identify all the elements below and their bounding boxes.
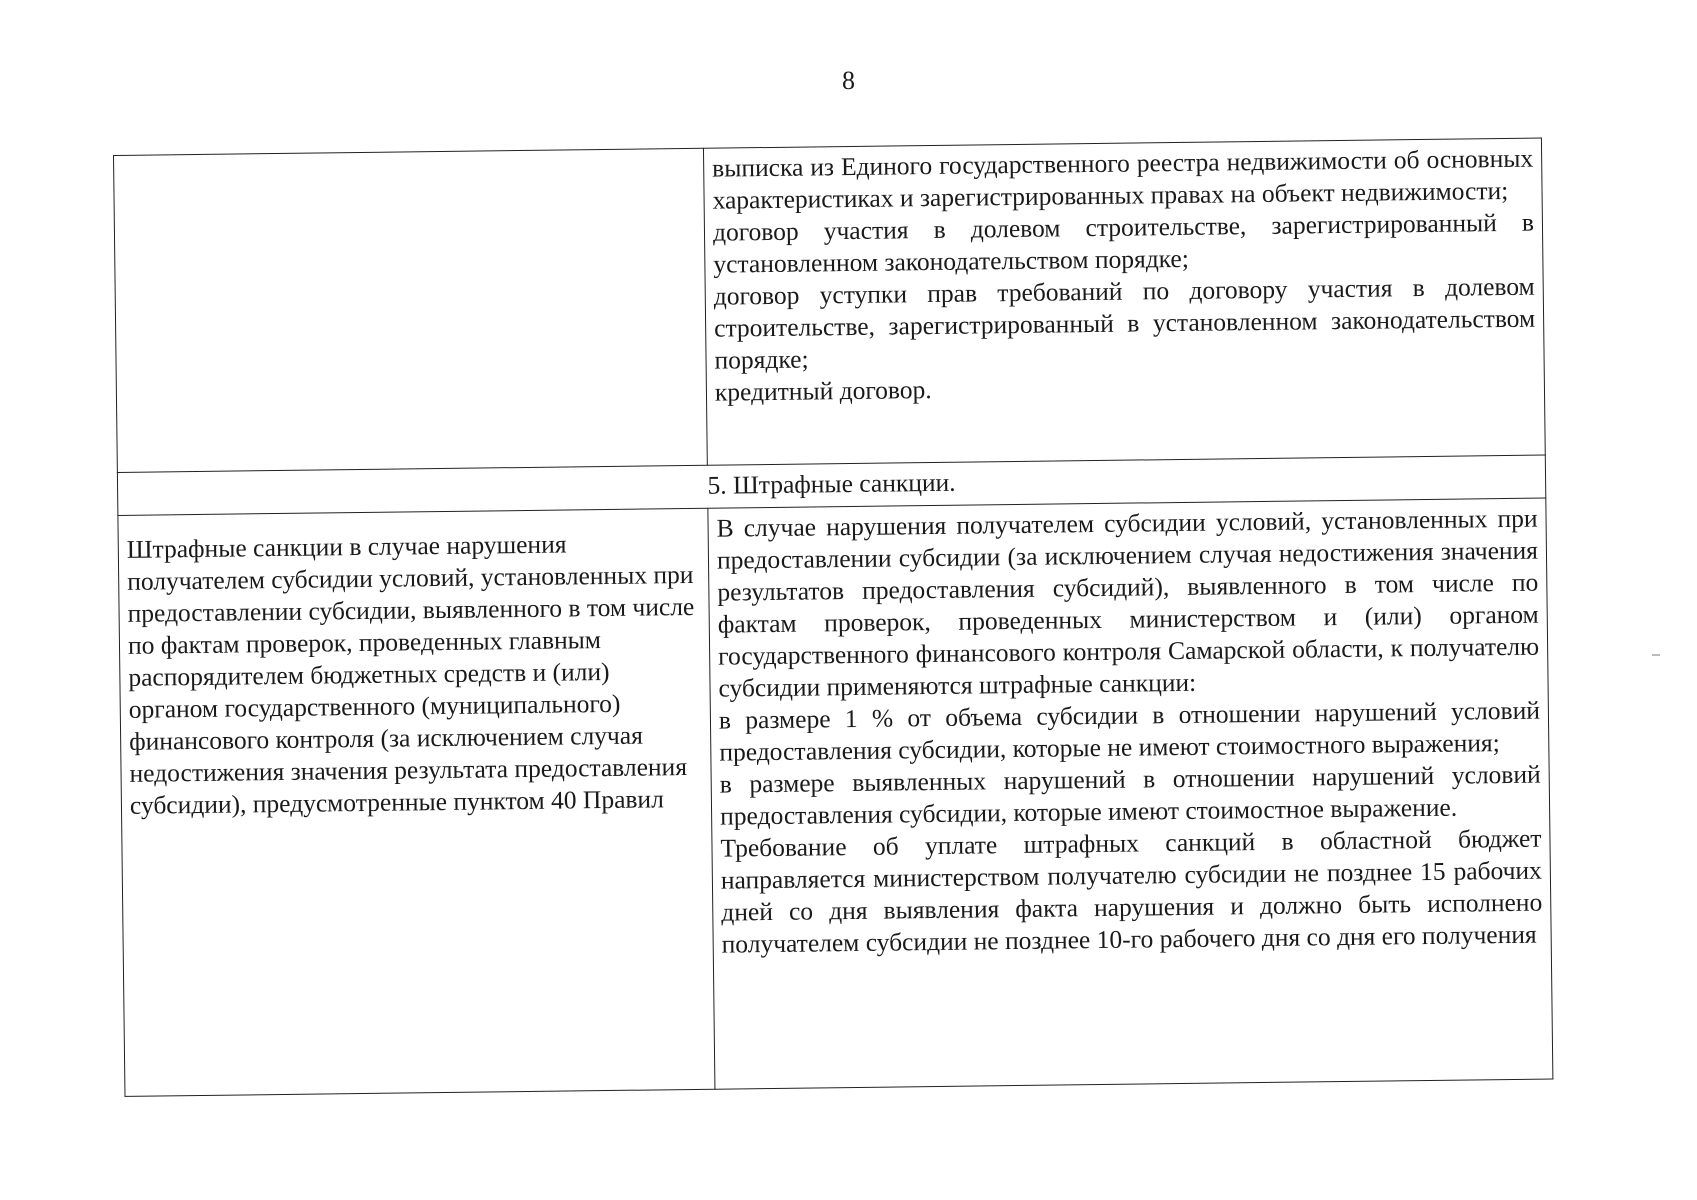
penalty-terms-non-monetary: в размере 1 % от объема субсидии в отношении нарушений условий предоставления субсидии, которые не имеют стоимостного выражения;	[718, 695, 1541, 767]
penalty-terms-intro: В случае нарушения получателем субсидии условий, установленных при предоставлении субсидии (за исключением случая недостижения значения результатов предоставления субсидий), выявленного в том числе по фактам проверок, проведенных министерством и (или) органом государственного финансового контроля Самарской области, к получателю субсидии применяются штрафные санкции:	[716, 503, 1540, 703]
document-item-assignment-contract: договор уступки прав требований по договору участия в долевом строительстве, зарегистрированный в установленном законодательством порядке;	[713, 271, 1536, 375]
penalty-terms-monetary: в размере выявленных нарушений в отношении нарушений условий предоставления субсидии, которые имеют стоимостное выражение.	[719, 759, 1541, 831]
document-item-shared-construction-contract: договор участия в долевом строительстве, зарегистрированный в установленном законодательством порядке;	[712, 207, 1535, 279]
penalty-basis-cell	[118, 508, 715, 1096]
document-table	[113, 138, 1553, 1097]
page-number: 8	[842, 66, 855, 95]
scan-mark	[1652, 654, 1660, 656]
document-item-egrn-extract: выписка из Единого государственного реестра недвижимости об основных характеристиках и зарегистрированных правах на объект недвижимости;	[712, 143, 1534, 215]
table-row-penalties	[118, 498, 1553, 1096]
empty-left-cell	[114, 148, 708, 472]
section-title: 5. Штрафные санкции.	[117, 455, 1545, 515]
penalty-payment-requirement: Требование об уплате штрафных санкций в областной бюджет направляется министерством получателю субсидии не позднее 15 рабочих дней со дня выявления факта нарушения и должно быть исполнено получателем субсидии не позднее 10-го рабочего дня со дня его получения	[720, 823, 1543, 959]
penalty-basis-text: Штрафные санкции в случае нарушения получателем субсидии условий, установленных при предоставлении субсидии, выявленного в том числе по фактам проверок, проведенных главным распорядителем бюджетных средств и (или) органом государственного (муниципального) финансового контроля (за исключением случая недостижения значения результата предоставления субсидии), предусмотренные пунктом 40 Правил	[126, 529, 695, 820]
required-documents-cell	[703, 138, 1545, 465]
table-row-required-documents	[114, 138, 1546, 472]
document-item-loan-agreement: кредитный договор.	[714, 375, 932, 407]
penalty-terms-cell	[708, 498, 1553, 1089]
